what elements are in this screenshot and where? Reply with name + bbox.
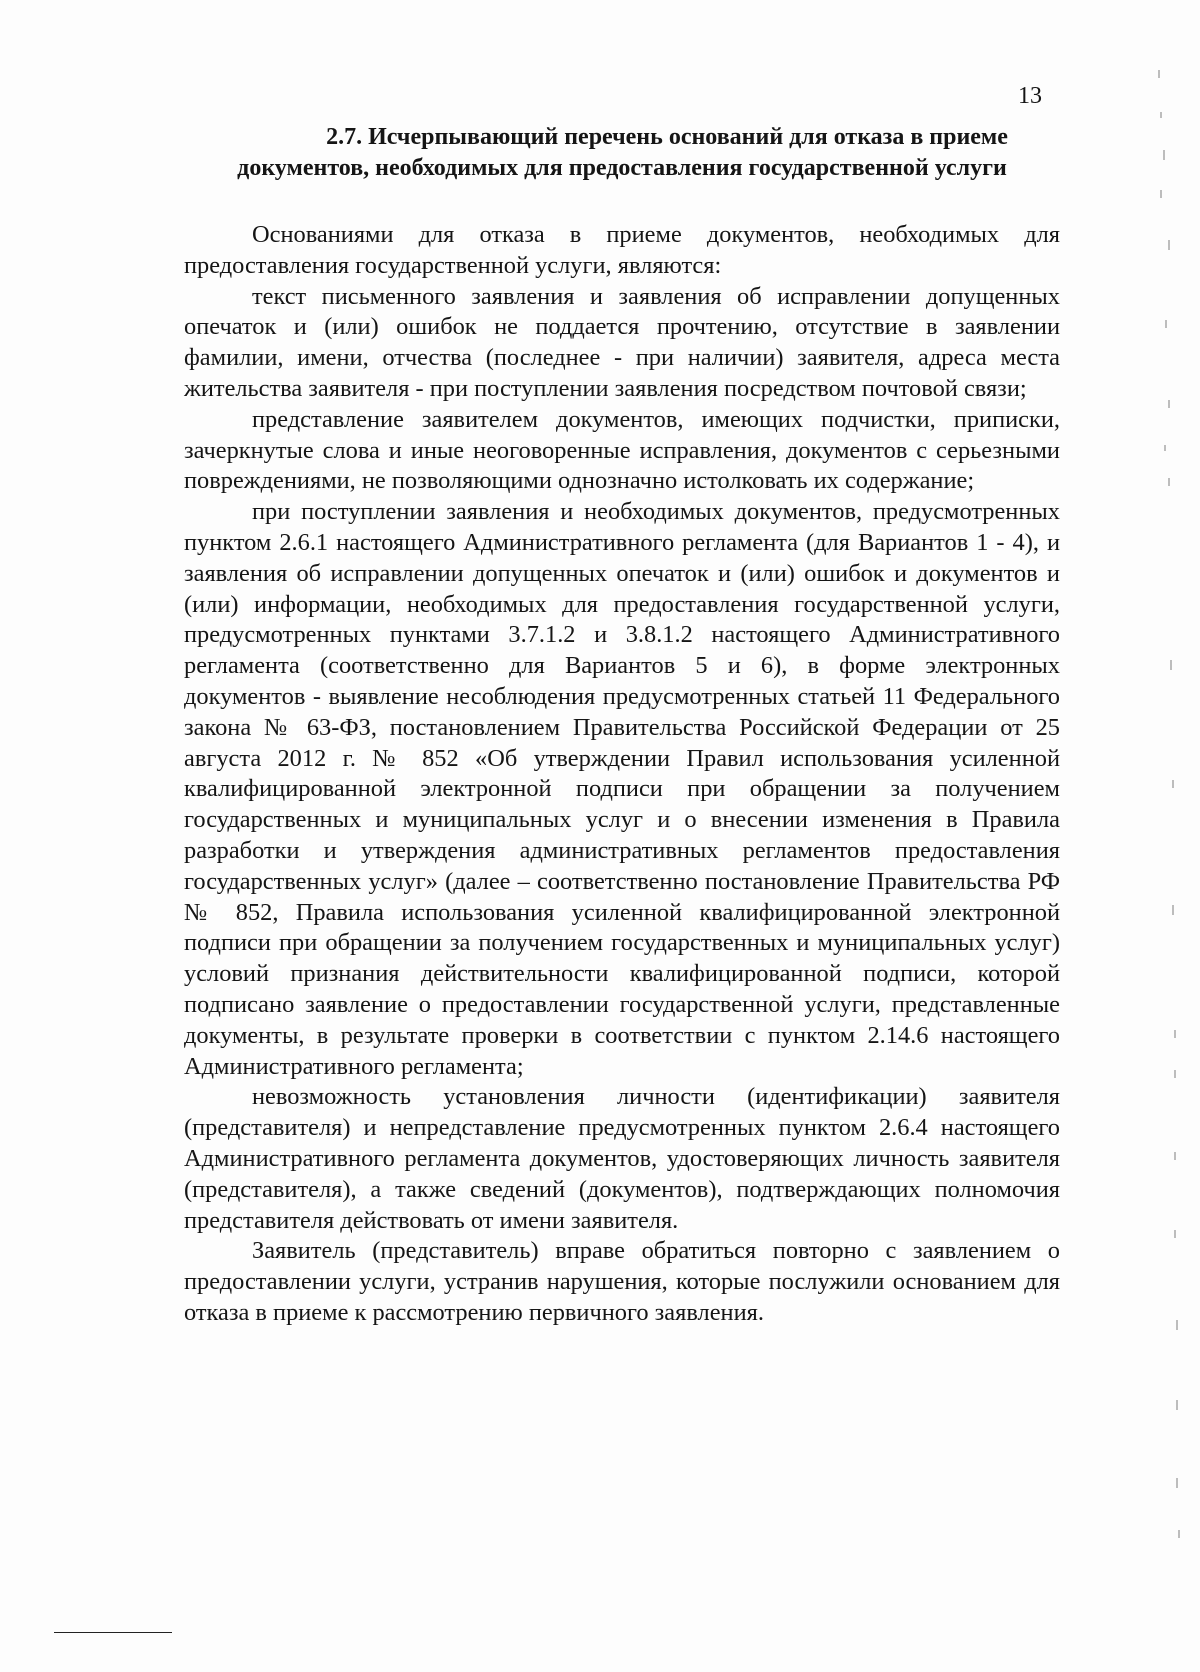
paragraph-damaged-documents: представление заявителем документов, имеющих подчистки, приписки, зачеркнутые слова и иные неоговоренные исправления, документов с серьезными повреждениями, не позволяющими однозначно истолковать их содержание; [184, 405, 1060, 495]
scan-artifact [1160, 112, 1162, 118]
section-heading [184, 122, 1060, 184]
scan-artifact [1165, 320, 1167, 328]
scan-artifact [1172, 780, 1174, 788]
section-heading-line-2: документов, необходимых для предоставления государственной услуги [237, 155, 1007, 181]
page-number: 13 [1018, 83, 1042, 109]
scan-artifact [1174, 1152, 1176, 1160]
scan-artifact [1163, 150, 1165, 160]
scan-artifact [1168, 400, 1170, 408]
paragraph-reapply: Заявитель (представитель) вправе обратиться повторно с заявлением о предоставлении услуги, устранив нарушения, которые послужили основанием для отказа в приеме к рассмотрению первичного заявления. [184, 1237, 1060, 1326]
scan-artifact [1176, 1478, 1178, 1488]
scan-artifact [1172, 905, 1174, 915]
paragraph-unreadable-application: текст письменного заявления и заявления об исправлении допущенных опечаток и (или) ошибок не поддается прочтению, отсутствие в заявлении фамилии, имени, отчества (последнее - при наличии) заявителя, адреса места жительства заявителя - при поступлении заявления посредством почтовой связи; [184, 282, 1060, 402]
body-text [184, 220, 1060, 1329]
scan-artifact [1170, 660, 1172, 670]
scan-artifact [1176, 1320, 1178, 1330]
paragraph-electronic-signature: при поступлении заявления и необходимых документов, предусмотренных пунктом 2.6.1 настоящего Административного регламента (для Вариантов 1 - 4), и заявления об исправлении допущенных опечаток и (или) ошибок и документов и (или) информации, необходимых для предоставления государственной услуги, предусмотренных пунктами 3.7.1.2 и 3.8.1.2 настоящего Административного регламента (соответственно для Вариантов 5 и 6), в форме электронных документов - выявление несоблюдения предусмотренных статьей 11 Федерального закона № 63-ФЗ, постановлением Правительства Российской Федерации от 25 августа 2012 г. № 852 «Об утверждении Правил использования усиленной квалифицированной электронной подписи при обращении за получением государственных и муниципальных услуг и о внесении изменения в Правила разработки и утверждения административных регламентов предоставления государственных услуг» (далее – соответственно постановление Правительства РФ № 852, Правила использования усиленной квалифицированной электронной подписи при обращении за получением государственных и муниципальных услуг) условий признания действительности квалифицированной подписи, которой подписано заявление о предоставлении государственной услуги, представленные документы, в результате проверки в соответствии с пунктом 2.14.6 настоящего Административного регламента; [184, 498, 1060, 1080]
footnote-divider [54, 1632, 172, 1633]
scan-artifact [1174, 1070, 1176, 1078]
scan-artifact [1160, 190, 1162, 198]
scan-artifact [1158, 70, 1160, 78]
scan-artifact [1168, 478, 1170, 486]
paragraph-intro: Основаниями для отказа в приеме документов, необходимых для предоставления государственной услуги, являются: [184, 221, 1060, 279]
scan-artifact [1176, 1400, 1178, 1410]
scan-artifact [1174, 1230, 1176, 1238]
paragraph-identity-verification: невозможность установления личности (идентификации) заявителя (представителя) и непредставление предусмотренных пунктом 2.6.4 настоящего Административного регламента документов, удостоверяющих личность заявителя (представителя), а также сведений (документов), подтверждающих полномочия представителя действовать от имени заявителя. [184, 1083, 1060, 1234]
scan-artifact [1164, 445, 1166, 451]
scan-artifact [1178, 1530, 1180, 1538]
scan-artifact [1168, 240, 1170, 250]
scan-artifact [1174, 1030, 1176, 1038]
section-heading-line-1: 2.7. Исчерпывающий перечень оснований для отказа в приеме [326, 124, 1008, 150]
